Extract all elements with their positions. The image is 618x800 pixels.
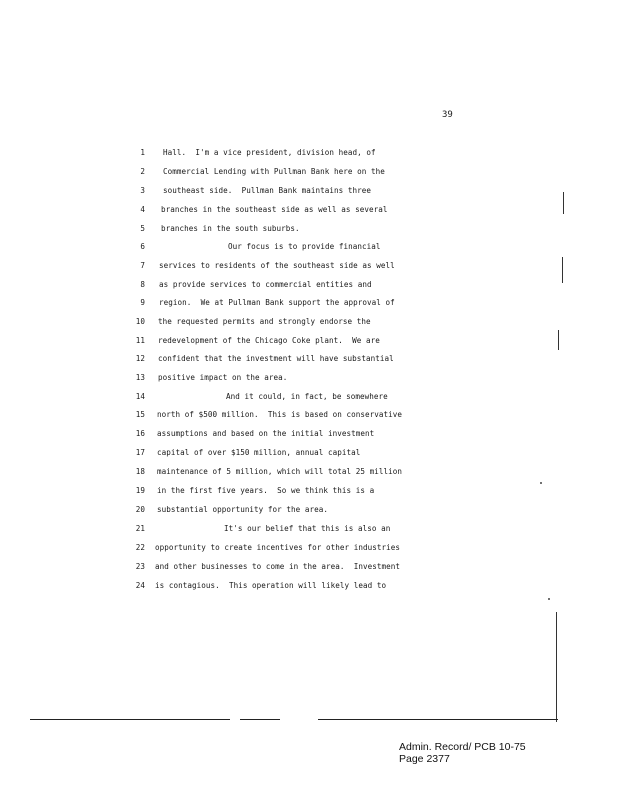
- stamp-page: Page 2377: [399, 753, 450, 765]
- line-number: 20: [135, 505, 145, 514]
- line-text: confident that the investment will have substantial: [158, 354, 394, 363]
- line-number: 15: [135, 410, 145, 419]
- line-text: southeast side. Pullman Bank maintains three: [163, 186, 371, 195]
- line-number: 4: [140, 205, 145, 214]
- line-number: 7: [140, 261, 145, 270]
- page-number: 39: [442, 110, 453, 120]
- footer-rule: [240, 719, 280, 720]
- scan-margin-mark: [563, 192, 564, 214]
- scan-margin-mark: [562, 257, 563, 283]
- line-text: opportunity to create incentives for other industries: [155, 543, 400, 552]
- line-text: redevelopment of the Chicago Coke plant. We are: [158, 336, 380, 345]
- line-number: 22: [135, 543, 145, 552]
- line-number: 8: [140, 280, 145, 289]
- line-text: Hall. I'm a vice president, division head, of: [163, 148, 376, 157]
- line-text: Commercial Lending with Pullman Bank here on the: [163, 167, 385, 176]
- line-text: north of $500 million. This is based on conservative: [157, 410, 402, 419]
- scan-speck: [548, 598, 550, 600]
- line-text: It's our belief that this is also an: [224, 524, 391, 533]
- line-number: 13: [135, 373, 145, 382]
- line-text: branches in the southeast side as well as several: [161, 205, 388, 214]
- scan-speck: [540, 482, 542, 484]
- line-number: 18: [135, 467, 145, 476]
- stamp-record: Admin. Record/ PCB 10-75: [399, 741, 526, 753]
- line-text: region. We at Pullman Bank support the approval of: [159, 298, 395, 307]
- line-text: the requested permits and strongly endorse the: [158, 317, 371, 326]
- line-text: positive impact on the area.: [158, 373, 288, 382]
- line-number: 5: [140, 224, 145, 233]
- footer-rule: [318, 719, 558, 720]
- line-number: 6: [140, 242, 145, 251]
- line-number: 10: [135, 317, 145, 326]
- line-number: 21: [135, 524, 145, 533]
- line-text: assumptions and based on the initial investment: [157, 429, 375, 438]
- line-number: 17: [135, 448, 145, 457]
- line-text: maintenance of 5 million, which will total 25 million: [157, 467, 402, 476]
- line-number: 9: [140, 298, 145, 307]
- scan-margin-mark: [556, 612, 557, 722]
- line-text: substantial opportunity for the area.: [157, 505, 329, 514]
- line-text: Our focus is to provide financial: [228, 242, 381, 251]
- line-text: as provide services to commercial entities and: [159, 280, 372, 289]
- line-number: 12: [135, 354, 145, 363]
- line-text: and other businesses to come in the area. Investment: [155, 562, 400, 571]
- line-number: 19: [135, 486, 145, 495]
- line-text: capital of over $150 million, annual capital: [157, 448, 361, 457]
- footer-rule: [30, 719, 230, 720]
- line-number: 2: [140, 167, 145, 176]
- line-number: 14: [135, 392, 145, 401]
- admin-record-stamp: [399, 741, 526, 765]
- line-number: 3: [140, 186, 145, 195]
- line-text: branches in the south suburbs.: [161, 224, 300, 233]
- line-number: 16: [135, 429, 145, 438]
- line-text: And it could, in fact, be somewhere: [226, 392, 388, 401]
- scan-margin-mark: [558, 330, 559, 350]
- line-number: 11: [135, 336, 145, 345]
- line-text: services to residents of the southeast side as well: [159, 261, 395, 270]
- line-number: 1: [140, 148, 145, 157]
- line-number: 24: [135, 581, 145, 590]
- line-number: 23: [135, 562, 145, 571]
- line-text: is contagious. This operation will likely lead to: [155, 581, 387, 590]
- line-text: in the first five years. So we think this is a: [157, 486, 375, 495]
